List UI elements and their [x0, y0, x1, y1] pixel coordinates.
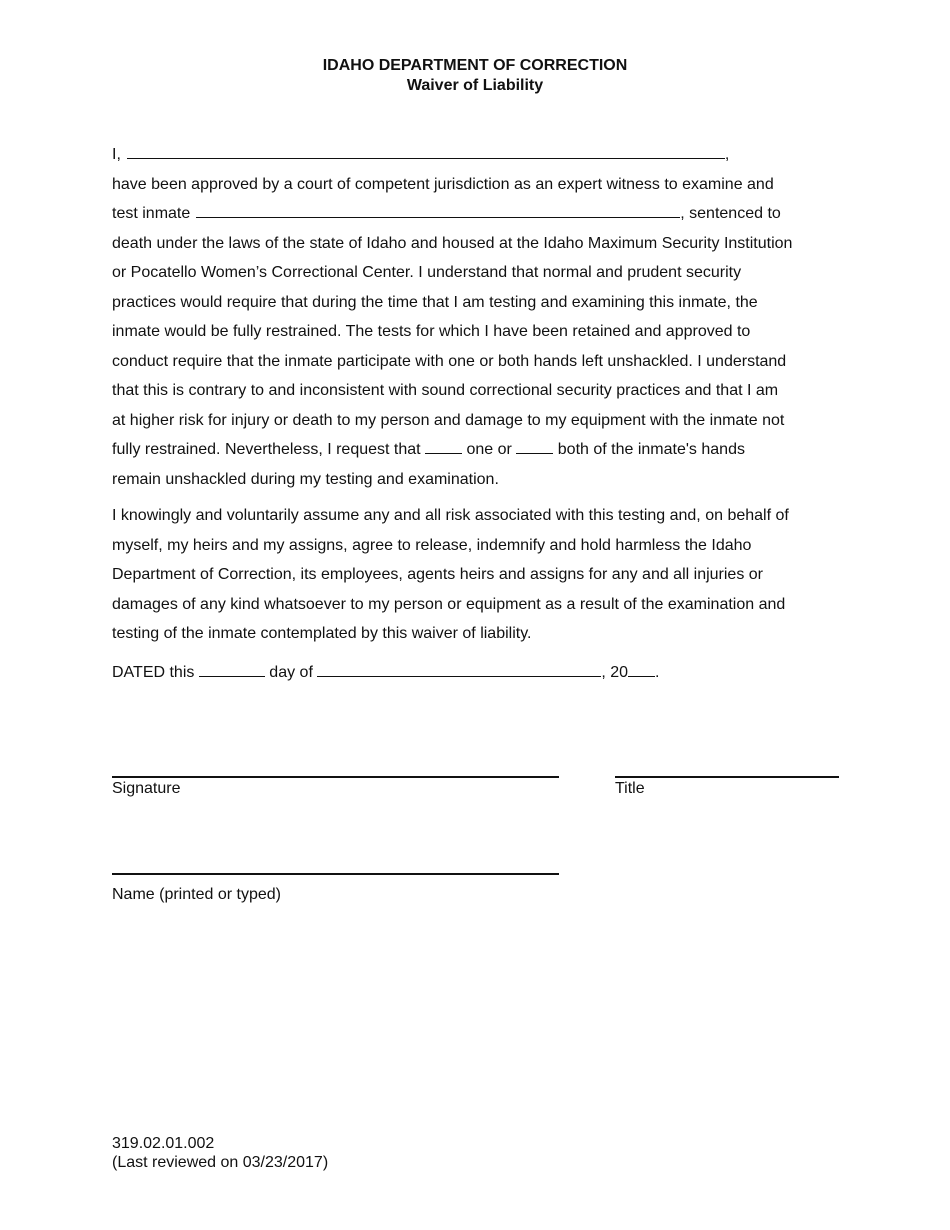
paragraph-line: remain unshackled during my testing and examination.	[112, 470, 499, 488]
printed-name-label: Name (printed or typed)	[112, 886, 281, 903]
form-number: 319.02.01.002	[112, 1135, 215, 1152]
paragraph-line: inmate would be fully restrained. The tests for which I have been retained and approved to	[112, 323, 751, 340]
organization-name: IDAHO DEPARTMENT OF CORRECTION	[322, 57, 628, 74]
waiver-paragraph-2	[112, 501, 840, 649]
paragraph-line: at higher risk for injury or death to my person and damage to my equipment with the inmate not	[112, 411, 785, 429]
review-date-note: (Last reviewed on 03/23/2017)	[112, 1154, 329, 1171]
dated-period: .	[655, 664, 660, 681]
year-prefix: , 20	[601, 664, 629, 681]
form-title: Waiver of Liability	[406, 77, 544, 94]
witness-name-line	[112, 140, 840, 170]
day-blank[interactable]	[199, 662, 265, 677]
title-line[interactable]	[615, 776, 839, 778]
paragraph-line: conduct require that the inmate participate with one or both hands left unshackled. I understand	[112, 352, 787, 370]
both-hands-blank[interactable]	[516, 439, 553, 454]
dated-line	[112, 658, 840, 688]
paragraph-line: that this is contrary to and inconsistent with sound correctional security practices and that I am	[112, 382, 779, 399]
paragraph-line: or Pocatello Women’s Correctional Center. I understand that normal and prudent security	[112, 264, 742, 281]
paragraph-line: damages of any kind whatsoever to my person or equipment as a result of the examination and	[112, 595, 786, 613]
paragraph-line: death under the laws of the state of Idaho and housed at the Idaho Maximum Security Institution	[112, 234, 793, 252]
paragraph-line: have been approved by a court of competent jurisdiction as an expert witness to examine and	[112, 175, 774, 193]
signature-label: Signature	[112, 780, 181, 797]
lead-text: I,	[112, 146, 121, 163]
request-text: fully restrained. Nevertheless, I request that	[112, 441, 421, 458]
witness-name-blank[interactable]	[127, 144, 725, 159]
year-blank[interactable]	[628, 662, 655, 677]
hands-request-line	[112, 435, 840, 465]
inmate-name-blank[interactable]	[196, 203, 680, 218]
paragraph-line: I knowingly and voluntarily assume any and all risk associated with this testing and, on behalf of	[112, 507, 789, 524]
paragraph-line: Department of Correction, its employees, agents heirs and assigns for any and all injuries or	[112, 566, 763, 583]
paragraph-line: myself, my heirs and my assigns, agree to release, indemnify and hold harmless the Idaho	[112, 536, 752, 554]
test-inmate-text: test inmate	[112, 205, 191, 222]
day-of-text: day of	[269, 664, 313, 681]
title-label: Title	[615, 780, 645, 797]
paragraph-line: testing of the inmate contemplated by this waiver of liability.	[112, 625, 532, 642]
lead-end-text: ,	[724, 146, 730, 163]
sentenced-to-text: , sentenced to	[680, 205, 781, 222]
month-blank[interactable]	[317, 662, 601, 677]
paragraph-line: practices would require that during the time that I am testing and examining this inmate, the	[112, 293, 758, 311]
document-header	[0, 56, 950, 96]
one-or-text: one or	[466, 441, 512, 458]
both-hands-text: both of the inmate's hands	[557, 441, 745, 458]
dated-prefix: DATED this	[112, 664, 195, 681]
printed-name-line[interactable]	[112, 873, 559, 875]
one-hand-blank[interactable]	[425, 439, 462, 454]
document-footer	[112, 1134, 328, 1172]
signature-line[interactable]	[112, 776, 559, 778]
waiver-paragraph-1	[112, 140, 840, 494]
inmate-name-line	[112, 199, 840, 229]
